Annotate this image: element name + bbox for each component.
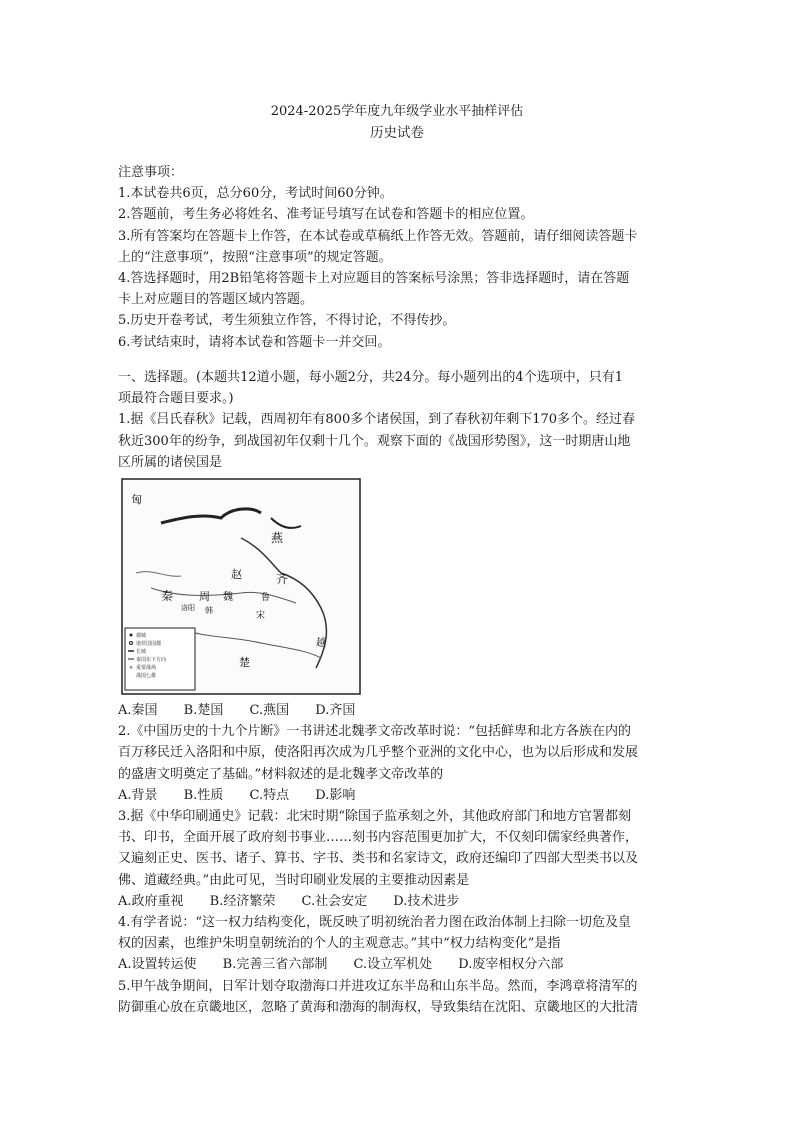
question-4-line: 4.有学者说：“这一权力结构变化，既反映了明初统治者力图在政治体制上扫除一切危及皇 xyxy=(118,915,632,931)
notes-line: 上的“注意事项”，按照“注意事项”的规定答题。 xyxy=(118,249,392,265)
notes-line: 1.本试卷共6页，总分60分，考试时间60分钟。 xyxy=(118,186,393,202)
legend-item: 重要战场 xyxy=(136,665,157,671)
question-1-options xyxy=(118,700,678,721)
legend-item-marker: × xyxy=(129,665,134,671)
map-label-qin: 秦 xyxy=(161,589,174,603)
legend-item: 都城 xyxy=(136,633,147,639)
map-label-wei: 魏 xyxy=(223,592,233,603)
notes-line: 5.历史开卷考试，考生须独立作答，不得讨论，不得传抄。 xyxy=(118,313,456,329)
question-2-line: 百万移民迁入洛阳和中原，使洛阳再次成为几乎整个亚洲的文化中心，也为以后形成和发展 xyxy=(118,745,639,761)
notes-line: 3.所有答案均在答题卡上作答，在本试卷或草稿纸上作答无效。答题前，请仔细阅读答题卡 xyxy=(118,228,638,244)
map-label-xiongnu: 匈 xyxy=(131,493,142,506)
notes-line: 4.答选择题时，用2B铅笔将答题卡上对应题目的答案标号涂黑；答非选择题时，请在答题 xyxy=(118,271,630,287)
notes-line: 2.答题前，考生务必将姓名、准考证号填写在试卷和答题卡的相应位置。 xyxy=(118,207,534,223)
section-line: 项最符合题目要求。) xyxy=(118,391,234,407)
map-label-chu: 楚 xyxy=(239,656,250,669)
question-1-line: 区所属的诸侯国是 xyxy=(118,454,223,470)
section-line: 一、选择题。(本题共12道小题，每小题2分，共24分。每小题列出的4个选项中，只有1 xyxy=(118,370,623,385)
option-label: A.秦国 xyxy=(118,703,158,718)
option-label: A.政府重视 xyxy=(118,893,184,909)
map-label-zhou: 周 xyxy=(199,590,210,603)
question-2-options xyxy=(118,785,678,806)
option-label: B.完善三省六部制 xyxy=(222,957,328,973)
map-label-yue: 越 xyxy=(316,638,326,649)
legend-item: 长城 xyxy=(136,649,147,655)
notes-line: 卡上对应题目的答题区域内答题。 xyxy=(118,292,314,308)
map-label-luoyang: 洛阳 xyxy=(181,604,195,612)
option-label: B.性质 xyxy=(183,787,224,803)
questions-block xyxy=(118,700,678,1018)
legend-item: 秦国东下方向 xyxy=(136,657,167,663)
map-label-han: 韩 xyxy=(205,606,213,615)
question-3-line: 3.据《中华印刷通史》记载：北宋时期“除国子监承刻之外，其他政府部门和地方官署都刻 xyxy=(118,809,632,825)
question-5-line: 5.甲午战争期间，日军计划夺取渤海口并进攻辽东半岛和山东半岛。然而，李鸿章将清军的 xyxy=(118,978,638,994)
question-2-line: 2.《中国历史的十九个片断》一书讲述北魏孝文帝改革时说：“包括鲜卑和北方各族在内的 xyxy=(118,724,632,740)
section-one xyxy=(118,367,678,473)
map-label-zhao: 赵 xyxy=(231,568,242,581)
option-label: A.设置转运使 xyxy=(118,957,197,973)
option-label: D.齐国 xyxy=(315,703,356,718)
legend-item: 诸侯国国都 xyxy=(136,641,162,647)
option-label: B.经济繁荣 xyxy=(209,893,276,909)
notes-line: 6.考试结束时，请将本试卷和答题卡一并交回。 xyxy=(118,334,391,350)
option-label: B.楚国 xyxy=(183,703,224,718)
option-label: C.燕国 xyxy=(249,703,290,718)
question-5-line: 防御重心放在京畿地区，忽略了黄海和渤海的制海权，导致集结在沈阳、京畿地区的大批清 xyxy=(118,999,639,1015)
exam-subtitle: 历史试卷 xyxy=(370,125,424,141)
map-label-lu: 鲁 xyxy=(261,593,271,603)
option-label: D.影响 xyxy=(315,787,356,803)
question-4-options xyxy=(118,954,678,975)
option-label: D.技术进步 xyxy=(393,893,460,909)
notes-heading: 注意事项： xyxy=(118,165,184,180)
question-1-line: 秋近300年的纷争，到战国初年仅剩十几个。观察下面的《战国形势图》，这一时期唐山地 xyxy=(118,433,631,449)
map-label-yan: 燕 xyxy=(271,531,284,545)
option-label: A.背景 xyxy=(118,787,158,803)
option-label: C.特点 xyxy=(249,787,290,803)
legend-item: 战国七雄 xyxy=(136,673,157,679)
question-1-line: 1.据《吕氏春秋》记载，西周初年有800多个诸侯国，到了春秋初年剩下170多个。经过春 xyxy=(118,412,636,428)
question-2-line: 的盛唐文明奠定了基础。”材料叙述的是北魏孝文帝改革的 xyxy=(118,766,444,782)
option-label: C.社会安定 xyxy=(301,893,368,909)
question-4-line: 权的因素，也维护朱明皇朝统治的个人的主观意志。”其中“权力结构变化”是指 xyxy=(118,936,561,952)
notes-block xyxy=(118,162,678,353)
warring-states-map xyxy=(121,478,361,695)
exam-title: 2024-2025学年度九年级学业水平抽样评估 xyxy=(270,104,524,119)
question-3-line: 书、印书，全面开展了政府刻书事业……刻书内容范围更加扩大，不仅刻印儒家经典著作， xyxy=(118,830,639,846)
question-3-options xyxy=(118,891,678,912)
option-label: C.设立军机处 xyxy=(353,957,433,973)
question-3-line: 又遍刻正史、医书、诸子、算书、字书、类书和名家诗文，政府还编印了四部大型类书以及 xyxy=(118,851,639,867)
map-label-qi: 齐 xyxy=(276,572,289,586)
question-3-line: 佛、道藏经典。”由此可见，当时印刷业发展的主要推动因素是 xyxy=(118,872,470,888)
map-label-song: 宋 xyxy=(256,611,266,621)
option-label: D.废宰相权分六部 xyxy=(458,957,564,973)
